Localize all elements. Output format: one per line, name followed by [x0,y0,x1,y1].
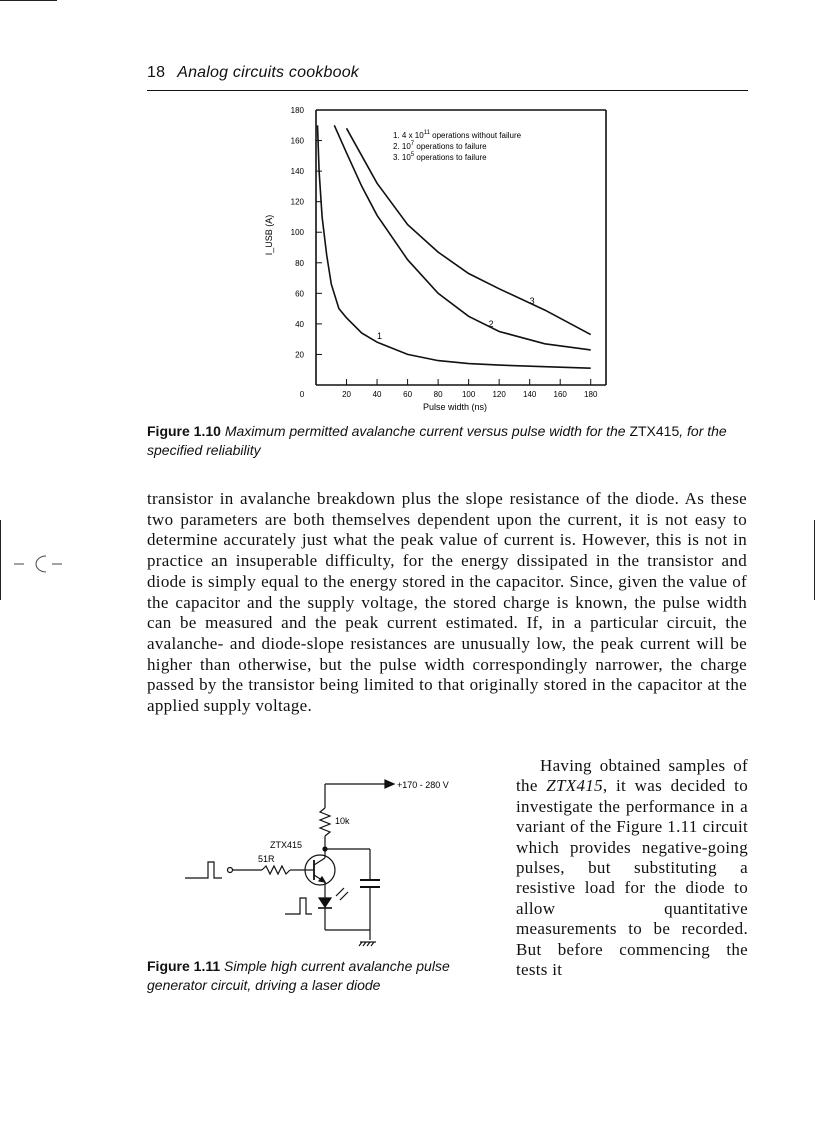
x-tick-label: 80 [433,390,443,399]
x-tick-label: 120 [492,390,506,399]
x-axis-label: Pulse width (ns) [422,402,488,412]
figure-label: Figure 1.11 [147,958,221,974]
legend-entry: 3. $10^5$ operations to failure [393,152,487,162]
x-tick-label: 100 [461,390,476,399]
figure-1-11-caption [147,957,492,995]
crop-mark-left [0,520,1,600]
resistor-label: 10k [335,816,350,826]
header-rule [147,90,748,91]
column-paragraph [516,756,748,980]
x-tick-label: 160 [553,390,567,399]
figure-1-10-caption [147,422,748,460]
base-resistor [262,866,290,874]
x-tick-label: 0 [299,390,305,399]
column-text-before: Having obtained samples of the [516,756,748,796]
figure-1-11-circuit [180,770,480,950]
x-tick-label: 180 [584,390,598,399]
x-tick-label: 40 [372,390,382,399]
y-tick-label: 40 [295,319,304,329]
legend-entry: 2. $10^7$ operations to failure [393,141,487,151]
y-tick-label: 100 [290,228,304,238]
figure-label: Figure 1.10 [147,423,221,439]
caption-text: Simple high current avalanche pulse generator circuit, driving a laser diode [147,958,450,993]
page-number: 18 [147,64,166,81]
chart-legend [393,130,522,162]
series-3-label: 3 [529,296,535,307]
body-paragraph: transistor in avalanche breakdown plus the slope resistance of the diode. As these two parameters are both themselves dependent upon the current, it is not easy to determine accurately just what the peak value of current is. However, this is not in practice an insuperable difficulty, for the energy dissipated in the transistor and diode is simply equal to the energy stored in the capacitor. Since, given the value of the capacitor and the supply voltage, the stored charge is known, the pulse width can be measured and the peak current estimated. If, in a particular circuit, the avalanche- and diode-slope resistances are unusually low, the peak current will be higher than otherwise, but the pulse width correspondingly narrower, the charge passed by the transistor being limited to that originally stored in the capacitor at the applied supply voltage. [147,489,747,716]
y-axis-label: I_USB (A) [264,214,274,256]
column-text-after: , it was decided to investigate the performance in a variant of the Figure 1.11 circuit which provides negative-going pulses, but substituting a resistive load for the diode to allow quantitative measurements to be recorded. But before commencing the tests it [516,776,749,980]
series-2-label: 2 [488,318,494,329]
x-tick-label: 140 [523,390,537,399]
y-tick-label: 180 [290,106,304,115]
collector-resistor [320,808,330,836]
book-title: Analog circuits cookbook [177,64,359,81]
transistor-label: ZTX415 [270,840,303,850]
crop-mark-top [0,0,57,1]
y-tick-label: 20 [295,350,304,360]
x-tick-label: 60 [403,390,413,399]
y-tick-label: 120 [290,197,304,207]
legend-entry: 1. 4 x $10^{11}$ operations without failure [393,130,522,140]
y-tick-label: 80 [295,258,304,268]
base-resistor-label: 51R [258,854,275,864]
y-tick-label: 140 [290,167,304,177]
registration-mark [14,549,64,579]
y-tick-label: 160 [290,136,304,146]
caption-tail: , for the specified reliability [147,423,727,458]
crop-mark-right [814,520,815,600]
column-part-name: ZTX415 [546,776,603,796]
x-tick-label: 20 [342,390,351,399]
laser-diode-icon [319,898,331,907]
figure-1-10-chart [258,100,628,420]
caption-text: Maximum permitted avalanche current versus pulse width for the [224,423,626,439]
caption-part-name: ZTX415 [629,423,680,439]
supply-arrow [385,780,394,788]
y-tick-label: 60 [295,289,304,299]
input-pulse-icon [185,862,222,878]
output-pulse-icon [285,898,312,914]
supply-label: +170 - 280 V [397,780,449,790]
series-1-label: 1 [377,331,383,342]
running-head [147,64,359,82]
